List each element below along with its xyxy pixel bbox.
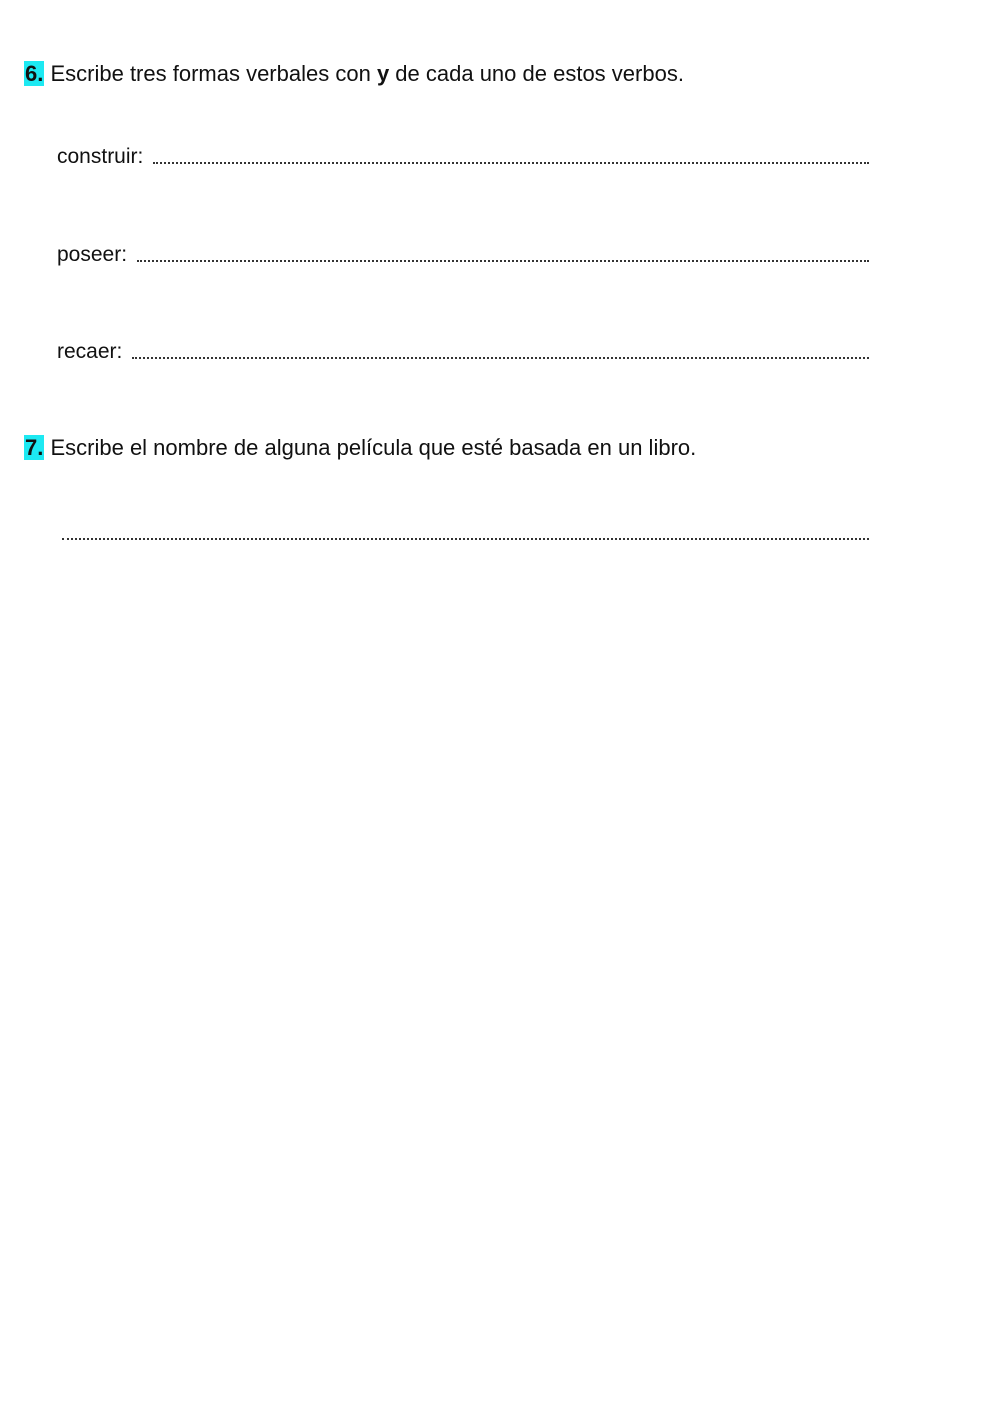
verb-label-poseer: poseer: [57,243,128,266]
answer-row-recaer [57,335,869,365]
verb-label-recaer: recaer: [57,340,123,363]
question-6 [24,60,684,88]
answer-line-poseer[interactable] [137,260,869,262]
verb-label-construir: construir: [57,145,144,168]
answer-line-pelicula[interactable] [62,538,869,540]
question-6-number: 6. [25,61,44,86]
answer-row-poseer [57,238,869,268]
answer-row-construir [57,140,869,170]
question-7-number: 7. [25,435,44,460]
question-6-text-before: Escribe tres formas verbales con [44,61,377,86]
answer-line-construir[interactable] [153,162,869,164]
question-7 [24,434,696,462]
answer-line-recaer[interactable] [132,357,869,359]
question-6-text-after: de cada uno de estos verbos. [389,61,684,86]
question-6-bold-letter: y [376,61,390,86]
question-7-text: Escribe el nombre de alguna película que esté basada en un libro. [44,435,697,460]
answer-row-pelicula [62,516,869,546]
